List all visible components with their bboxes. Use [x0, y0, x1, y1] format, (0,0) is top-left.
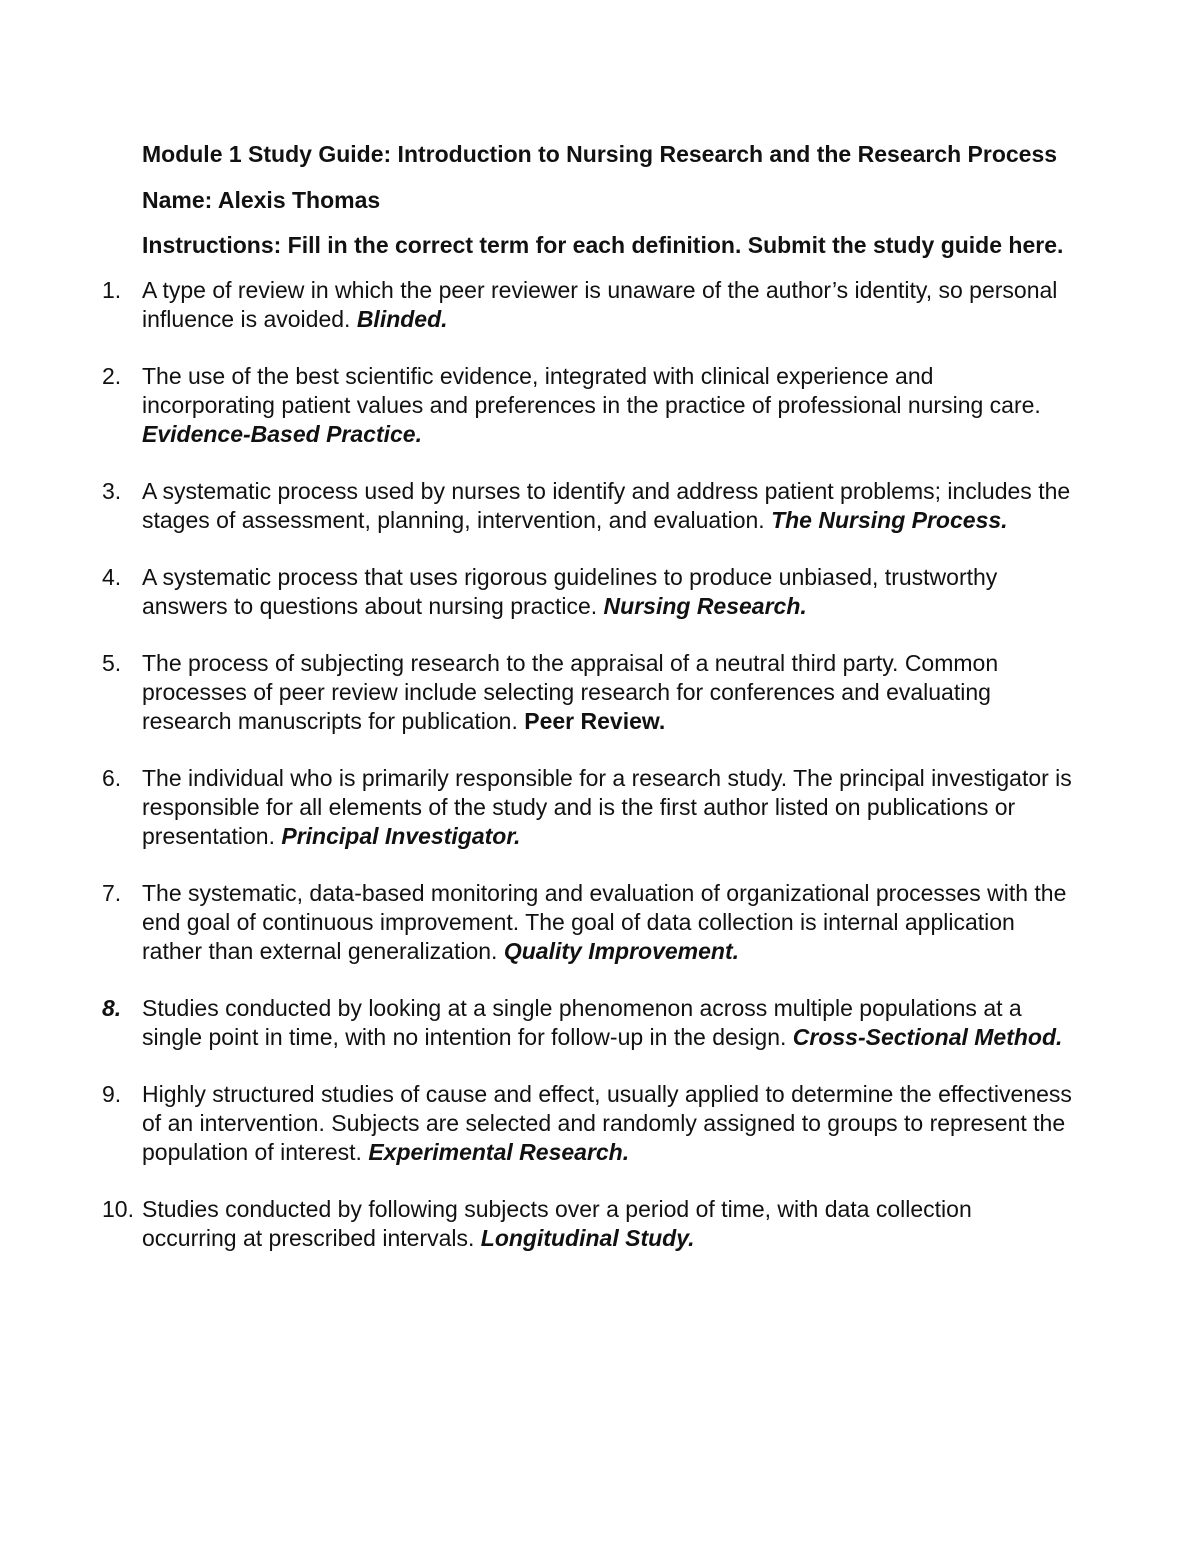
item-definition: A type of review in which the peer reviewer is unaware of the author’s identity, so personal influence is avoided. [142, 277, 1058, 332]
item-number: 10. [102, 1196, 134, 1222]
item-definition: Studies conducted by looking at a single phenomenon across multiple populations at a single point in time, with no intention for follow-up in the design. [142, 995, 1022, 1050]
item-answer: Quality Improvement. [503, 938, 740, 964]
item-definition: A systematic process used by nurses to identify and address patient problems; includes the stages of assessment, planning, intervention, and evaluation. [142, 478, 1071, 533]
item-definition: The individual who is primarily responsible for a research study. The principal investigator is responsible for all elements of the study and is the first author listed on publications or presentation. [142, 765, 1072, 849]
list-item [102, 362, 1072, 449]
item-answer: Cross-Sectional Method. [792, 1024, 1063, 1050]
definition-list [102, 276, 1072, 1253]
list-item [102, 879, 1072, 966]
item-number: 8. [102, 995, 122, 1021]
item-definition: The use of the best scientific evidence, integrated with clinical experience and incorporating patient values and preferences in the practice of professional nursing care. [142, 363, 1041, 418]
document-title: Module 1 Study Guide: Introduction to Nursing Research and the Research Process [142, 141, 1058, 167]
item-answer: Principal Investigator. [281, 823, 521, 849]
instructions: Instructions: Fill in the correct term for each definition. Submit the study guide here. [142, 232, 1064, 258]
student-name: Name: Alexis Thomas [142, 187, 381, 213]
list-item [102, 649, 1072, 736]
list-item [102, 764, 1072, 851]
item-number: 1. [102, 277, 122, 303]
list-item [102, 276, 1072, 334]
item-definition: A systematic process that uses rigorous guidelines to produce unbiased, trustworthy answers to questions about nursing practice. [142, 564, 998, 619]
item-answer: Blinded. [356, 306, 448, 332]
item-answer: The Nursing Process. [771, 507, 1008, 533]
item-number: 5. [102, 650, 122, 676]
item-answer: Longitudinal Study. [480, 1225, 695, 1251]
item-definition: Studies conducted by following subjects over a period of time, with data collection occurring at prescribed intervals. [142, 1196, 972, 1251]
item-answer: Experimental Research. [368, 1139, 630, 1165]
item-number: 4. [102, 564, 122, 590]
list-item [102, 1080, 1072, 1167]
list-item [102, 563, 1072, 621]
item-definition: Highly structured studies of cause and effect, usually applied to determine the effectiveness of an intervention. Subjects are selected and randomly assigned to groups to represent the population of interest. [142, 1081, 1072, 1165]
item-number: 9. [102, 1081, 122, 1107]
list-item [102, 1195, 1072, 1253]
item-definition: The process of subjecting research to the appraisal of a neutral third party. Common processes of peer review include selecting research for conferences and evaluating research manuscripts for publication. [142, 650, 999, 734]
item-answer: Nursing Research. [603, 593, 807, 619]
item-answer: Peer Review. [524, 708, 666, 734]
document-page [102, 140, 1072, 1281]
item-definition: The systematic, data-based monitoring and evaluation of organizational processes with the end goal of continuous improvement. The goal of data collection is internal application rather than external generalization. [142, 880, 1067, 964]
list-item [102, 477, 1072, 535]
item-number: 3. [102, 478, 122, 504]
list-item [102, 994, 1072, 1052]
item-number: 7. [102, 880, 122, 906]
item-answer: Evidence-Based Practice. [142, 421, 422, 447]
item-number: 2. [102, 363, 122, 389]
item-number: 6. [102, 765, 122, 791]
